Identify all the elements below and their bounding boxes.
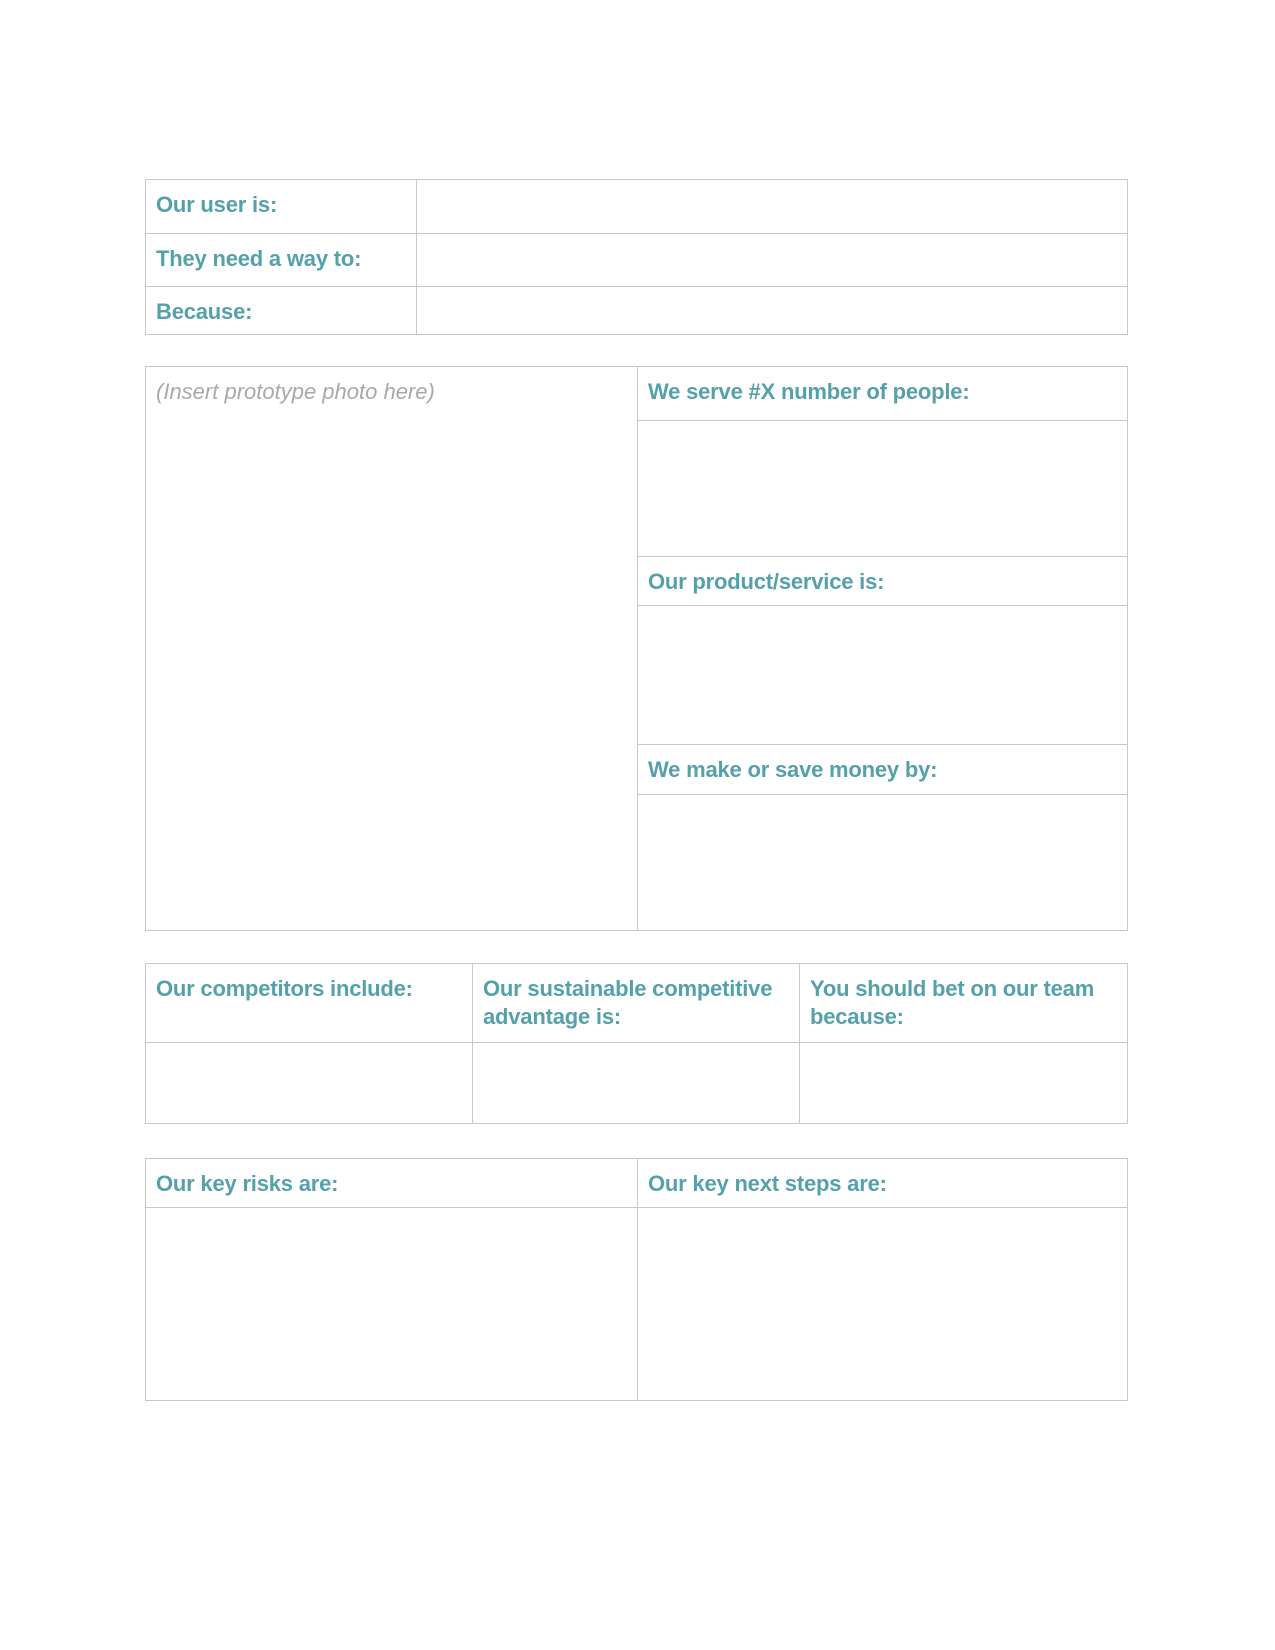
key-risks-value-cell[interactable]: [146, 1208, 638, 1401]
competition-table: [145, 963, 1128, 1124]
table-row: [146, 180, 1128, 234]
make-save-money-label: We make or save money by:: [638, 745, 1128, 795]
bet-on-team-label: You should bet on our team because:: [800, 964, 1128, 1043]
table-row: [146, 1043, 1128, 1124]
we-serve-label: We serve #X number of people:: [638, 367, 1128, 421]
prototype-photo-cell[interactable]: (Insert prototype photo here): [146, 367, 638, 931]
risks-next-steps-table: [145, 1158, 1128, 1401]
product-service-value-cell[interactable]: [638, 606, 1128, 745]
we-serve-value-cell[interactable]: [638, 421, 1128, 557]
table-row: [146, 964, 1128, 1043]
competitors-value-cell[interactable]: [146, 1043, 473, 1124]
table-row: [146, 367, 1128, 421]
product-service-label: Our product/service is:: [638, 557, 1128, 606]
advantage-value-cell[interactable]: [473, 1043, 800, 1124]
key-next-steps-label: Our key next steps are:: [638, 1159, 1128, 1208]
bet-on-team-value-cell[interactable]: [800, 1043, 1128, 1124]
advantage-label: Our sustainable competitive advantage is:: [473, 964, 800, 1043]
table-row: [146, 234, 1128, 287]
user-is-label: Our user is:: [146, 180, 417, 234]
because-label: Because:: [146, 287, 417, 335]
user-is-value-cell[interactable]: [417, 180, 1128, 234]
competitors-label: Our competitors include:: [146, 964, 473, 1043]
key-next-steps-value-cell[interactable]: [638, 1208, 1128, 1401]
prototype-table: [145, 366, 1128, 931]
need-a-way-value-cell[interactable]: [417, 234, 1128, 287]
make-save-money-value-cell[interactable]: [638, 795, 1128, 931]
because-value-cell[interactable]: [417, 287, 1128, 335]
need-a-way-label: They need a way to:: [146, 234, 417, 287]
user-need-table: [145, 179, 1128, 335]
table-row: [146, 1208, 1128, 1401]
table-row: [146, 287, 1128, 335]
table-row: [146, 1159, 1128, 1208]
key-risks-label: Our key risks are:: [146, 1159, 638, 1208]
